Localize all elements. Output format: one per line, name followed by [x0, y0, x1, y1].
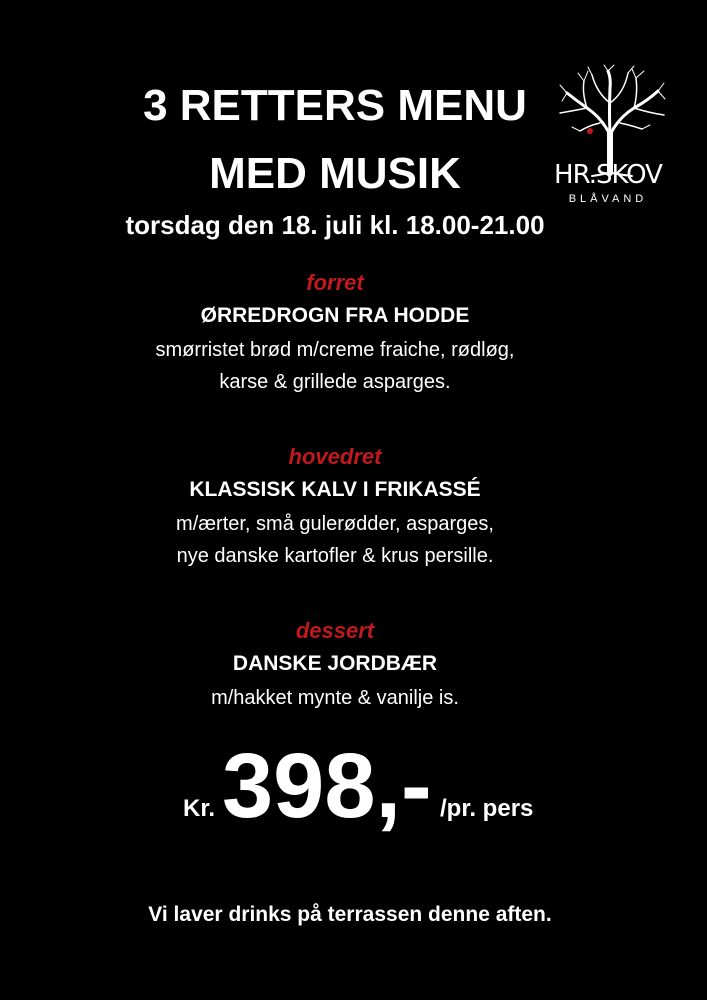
- dish-description: nye danske kartofler & krus persille.: [176, 545, 494, 567]
- apple-icon: [587, 128, 593, 134]
- menu-title-line1: 3 RETTERS MENU: [143, 81, 527, 130]
- menu-title-line2: MED MUSIK: [209, 149, 461, 198]
- price-amount: 398,-: [222, 735, 432, 837]
- price-currency: Kr.: [183, 795, 216, 822]
- price-row: [0, 735, 707, 850]
- course-main: [0, 444, 670, 572]
- dish-name: ØRREDROGN FRA HODDE: [200, 304, 470, 327]
- course-label: hovedret: [288, 444, 382, 469]
- course-dessert: [0, 618, 670, 714]
- dish-description: m/ærter, små gulerødder, asparges,: [176, 513, 494, 535]
- dish-description: karse & grillede asparges.: [219, 371, 451, 393]
- logo-place: BLÅVAND: [568, 193, 648, 205]
- price-unit: /pr. pers: [440, 795, 534, 822]
- event-date: torsdag den 18. juli kl. 18.00-21.00: [125, 210, 545, 240]
- course-label: forret: [306, 270, 364, 295]
- dish-name: KLASSISK KALV I FRIKASSÉ: [189, 478, 481, 501]
- footer-note: Vi laver drinks på terrassen denne aften.: [148, 903, 552, 926]
- course-starter: [0, 270, 670, 398]
- dish-name: DANSKE JORDBÆR: [232, 652, 438, 675]
- dish-description: smørristet brød m/creme fraiche, rødløg,: [155, 339, 515, 361]
- dish-description: m/hakket mynte & vanilje is.: [211, 687, 459, 709]
- course-label: dessert: [295, 618, 375, 643]
- logo-name: HR.SKOV: [554, 160, 662, 190]
